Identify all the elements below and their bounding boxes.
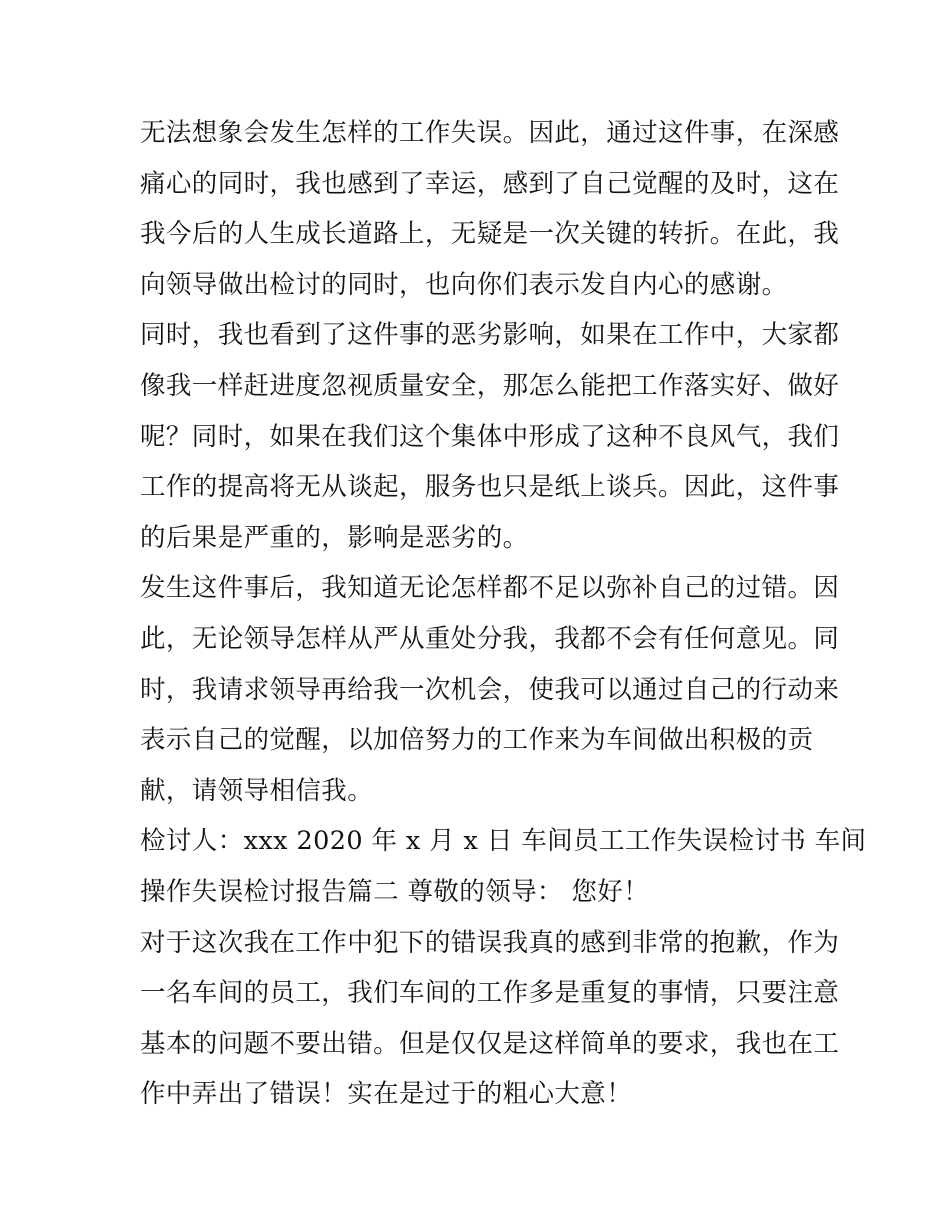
text-line: 一名车间的员工，我们车间的工作多是重复的事情，只要注意 <box>140 978 840 1009</box>
text-line: 对于这次我在工作中犯下的错误我真的感到非常的抱歉，作为 <box>140 927 840 958</box>
text-line: 向领导做出检讨的同时，也向你们表示发自内心的感谢。 <box>140 269 788 300</box>
text-line: 基本的问题不要出错。但是仅仅是这样简单的要求，我也在工 <box>140 1028 840 1059</box>
text-line: 发生这件事后，我知道无论怎样都不足以弥补自己的过错。因 <box>140 573 840 604</box>
text-line: 呢？同时，如果在我们这个集体中形成了这种不良风气，我们 <box>140 421 840 452</box>
text-line: 此，无论领导怎样从严从重处分我，我都不会有任何意见。同 <box>140 623 840 654</box>
text-line: 工作的提高将无从谈起，服务也只是纸上谈兵。因此，这件事 <box>140 472 840 503</box>
paragraph-4 <box>140 816 867 917</box>
text-line: 时，我请求领导再给我一次机会，使我可以通过自己的行动来 <box>140 674 840 705</box>
text-line: 献，请领导相信我。 <box>140 775 374 806</box>
document-body <box>140 108 867 1120</box>
text-line: 我今后的人生成长道路上，无疑是一次关键的转折。在此，我 <box>140 219 840 250</box>
text-line: 痛心的同时，我也感到了幸运，感到了自己觉醒的及时，这在 <box>140 168 840 199</box>
text-line: 无法想象会发生怎样的工作失误。因此，通过这件事，在深感 <box>140 118 840 148</box>
text-line: 表示自己的觉醒，以加倍努力的工作来为车间做出积极的贡 <box>140 725 814 756</box>
paragraph-5 <box>140 918 840 1120</box>
text-line: 像我一样赶进度忽视质量安全，那怎么能把工作落实好、做好 <box>140 370 840 401</box>
paragraph-1 <box>140 108 840 310</box>
text-line: 操作失误检讨报告篇二 尊敬的领导： 您好！ <box>140 876 650 907</box>
paragraph-3 <box>140 563 840 816</box>
text-line: 检讨人：xxx 2020 年 x 月 x 日 车间员工工作失误检讨书 车间 <box>140 826 867 857</box>
text-line: 同时，我也看到了这件事的恶劣影响，如果在工作中，大家都 <box>140 320 840 351</box>
paragraph-2 <box>140 310 840 563</box>
text-line: 作中弄出了错误！实在是过于的粗心大意！ <box>140 1079 633 1110</box>
text-line: 的后果是严重的，影响是恶劣的。 <box>140 522 529 553</box>
